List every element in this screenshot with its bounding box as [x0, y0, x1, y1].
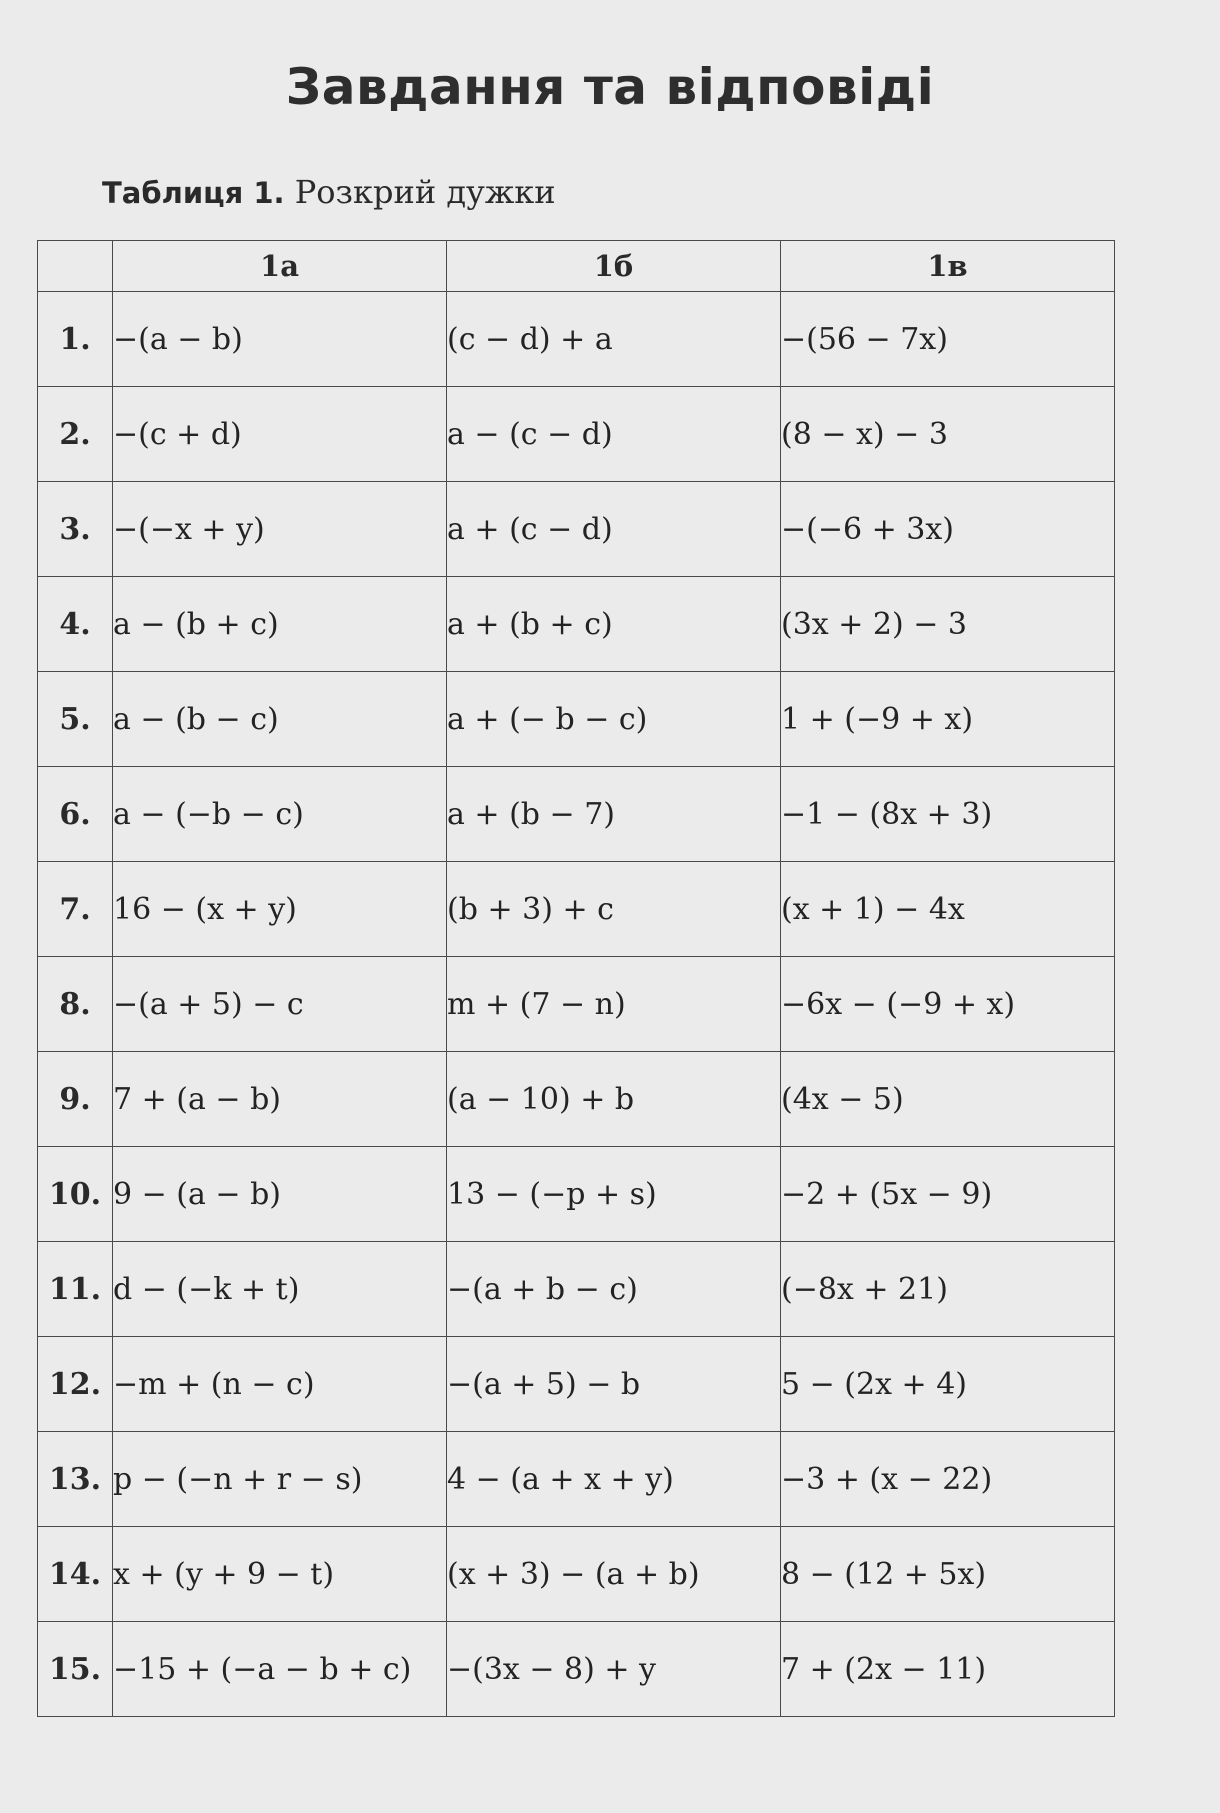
row-number: 11. — [38, 1242, 113, 1337]
expression-1a: p − (−n + r − s) — [113, 1432, 447, 1527]
table-row — [38, 482, 1115, 577]
expression-1v: 1 + (−9 + x) — [781, 672, 1115, 767]
expression-1b: a + (c − d) — [447, 482, 781, 577]
expression-1a: a − (b + c) — [113, 577, 447, 672]
row-number: 8. — [38, 957, 113, 1052]
expression-1a: −(a − b) — [113, 292, 447, 387]
row-number: 15. — [38, 1622, 113, 1717]
expression-1v: (3x + 2) − 3 — [781, 577, 1115, 672]
page-title: Завдання та відповіді — [285, 58, 935, 116]
expression-1v: −3 + (x − 22) — [781, 1432, 1115, 1527]
expression-1a: a − (b − c) — [113, 672, 447, 767]
table-caption-label: Таблиця 1. — [102, 176, 285, 210]
column-header-1v: 1в — [781, 241, 1115, 292]
expression-1b: m + (7 − n) — [447, 957, 781, 1052]
table-row — [38, 862, 1115, 957]
expression-1a: −(c + d) — [113, 387, 447, 482]
expression-1b: 4 − (a + x + y) — [447, 1432, 781, 1527]
expression-1v: −(56 − 7x) — [781, 292, 1115, 387]
table-row — [38, 1147, 1115, 1242]
row-number: 3. — [38, 482, 113, 577]
row-number: 9. — [38, 1052, 113, 1147]
table-row — [38, 1527, 1115, 1622]
expression-1b: a + (b + c) — [447, 577, 781, 672]
column-header-number — [38, 241, 113, 292]
expression-1a: 7 + (a − b) — [113, 1052, 447, 1147]
expression-1a: −m + (n − c) — [113, 1337, 447, 1432]
expression-1b: (x + 3) − (a + b) — [447, 1527, 781, 1622]
expression-1a: −(a + 5) − c — [113, 957, 447, 1052]
expression-1b: a − (c − d) — [447, 387, 781, 482]
expression-1v: −(−6 + 3x) — [781, 482, 1115, 577]
row-number: 4. — [38, 577, 113, 672]
row-number: 5. — [38, 672, 113, 767]
expression-1b: 13 − (−p + s) — [447, 1147, 781, 1242]
table-row — [38, 577, 1115, 672]
row-number: 10. — [38, 1147, 113, 1242]
table-row — [38, 957, 1115, 1052]
expression-1v: 8 − (12 + 5x) — [781, 1527, 1115, 1622]
expression-1b: (b + 3) + c — [447, 862, 781, 957]
table-caption-text: Розкрий дужки — [284, 173, 556, 211]
table-row — [38, 672, 1115, 767]
expression-1b: −(a + b − c) — [447, 1242, 781, 1337]
expression-1v: (8 − x) − 3 — [781, 387, 1115, 482]
expression-1v: (−8x + 21) — [781, 1242, 1115, 1337]
table-header-row — [38, 241, 1115, 292]
table-row — [38, 1432, 1115, 1527]
table-row — [38, 1052, 1115, 1147]
table-row — [38, 767, 1115, 862]
row-number: 2. — [38, 387, 113, 482]
expression-1b: −(3x − 8) + y — [447, 1622, 781, 1717]
expression-1v: (x + 1) − 4x — [781, 862, 1115, 957]
row-number: 7. — [38, 862, 113, 957]
expression-1a: x + (y + 9 − t) — [113, 1527, 447, 1622]
table-row — [38, 387, 1115, 482]
expression-1b: a + (− b − c) — [447, 672, 781, 767]
table-row — [38, 1622, 1115, 1717]
expression-1v: (4x − 5) — [781, 1052, 1115, 1147]
expression-1v: 7 + (2x − 11) — [781, 1622, 1115, 1717]
expression-1b: −(a + 5) − b — [447, 1337, 781, 1432]
expression-1v: −6x − (−9 + x) — [781, 957, 1115, 1052]
table-caption — [102, 173, 556, 211]
expression-1v: −1 − (8x + 3) — [781, 767, 1115, 862]
row-number: 13. — [38, 1432, 113, 1527]
row-number: 14. — [38, 1527, 113, 1622]
expression-1v: −2 + (5x − 9) — [781, 1147, 1115, 1242]
expression-1a: 9 − (a − b) — [113, 1147, 447, 1242]
table-row — [38, 1242, 1115, 1337]
column-header-1b: 1б — [447, 241, 781, 292]
expression-1a: 16 − (x + y) — [113, 862, 447, 957]
expression-1a: a − (−b − c) — [113, 767, 447, 862]
table-row — [38, 1337, 1115, 1432]
expression-1b: a + (b − 7) — [447, 767, 781, 862]
expression-1a: −(−x + y) — [113, 482, 447, 577]
column-header-1a: 1а — [113, 241, 447, 292]
row-number: 6. — [38, 767, 113, 862]
expression-1b: (c − d) + a — [447, 292, 781, 387]
row-number: 12. — [38, 1337, 113, 1432]
row-number: 1. — [38, 292, 113, 387]
expression-1a: −15 + (−a − b + c) — [113, 1622, 447, 1717]
tasks-table — [37, 240, 1115, 1717]
table-row — [38, 292, 1115, 387]
expression-1a: d − (−k + t) — [113, 1242, 447, 1337]
expression-1v: 5 − (2x + 4) — [781, 1337, 1115, 1432]
expression-1b: (a − 10) + b — [447, 1052, 781, 1147]
